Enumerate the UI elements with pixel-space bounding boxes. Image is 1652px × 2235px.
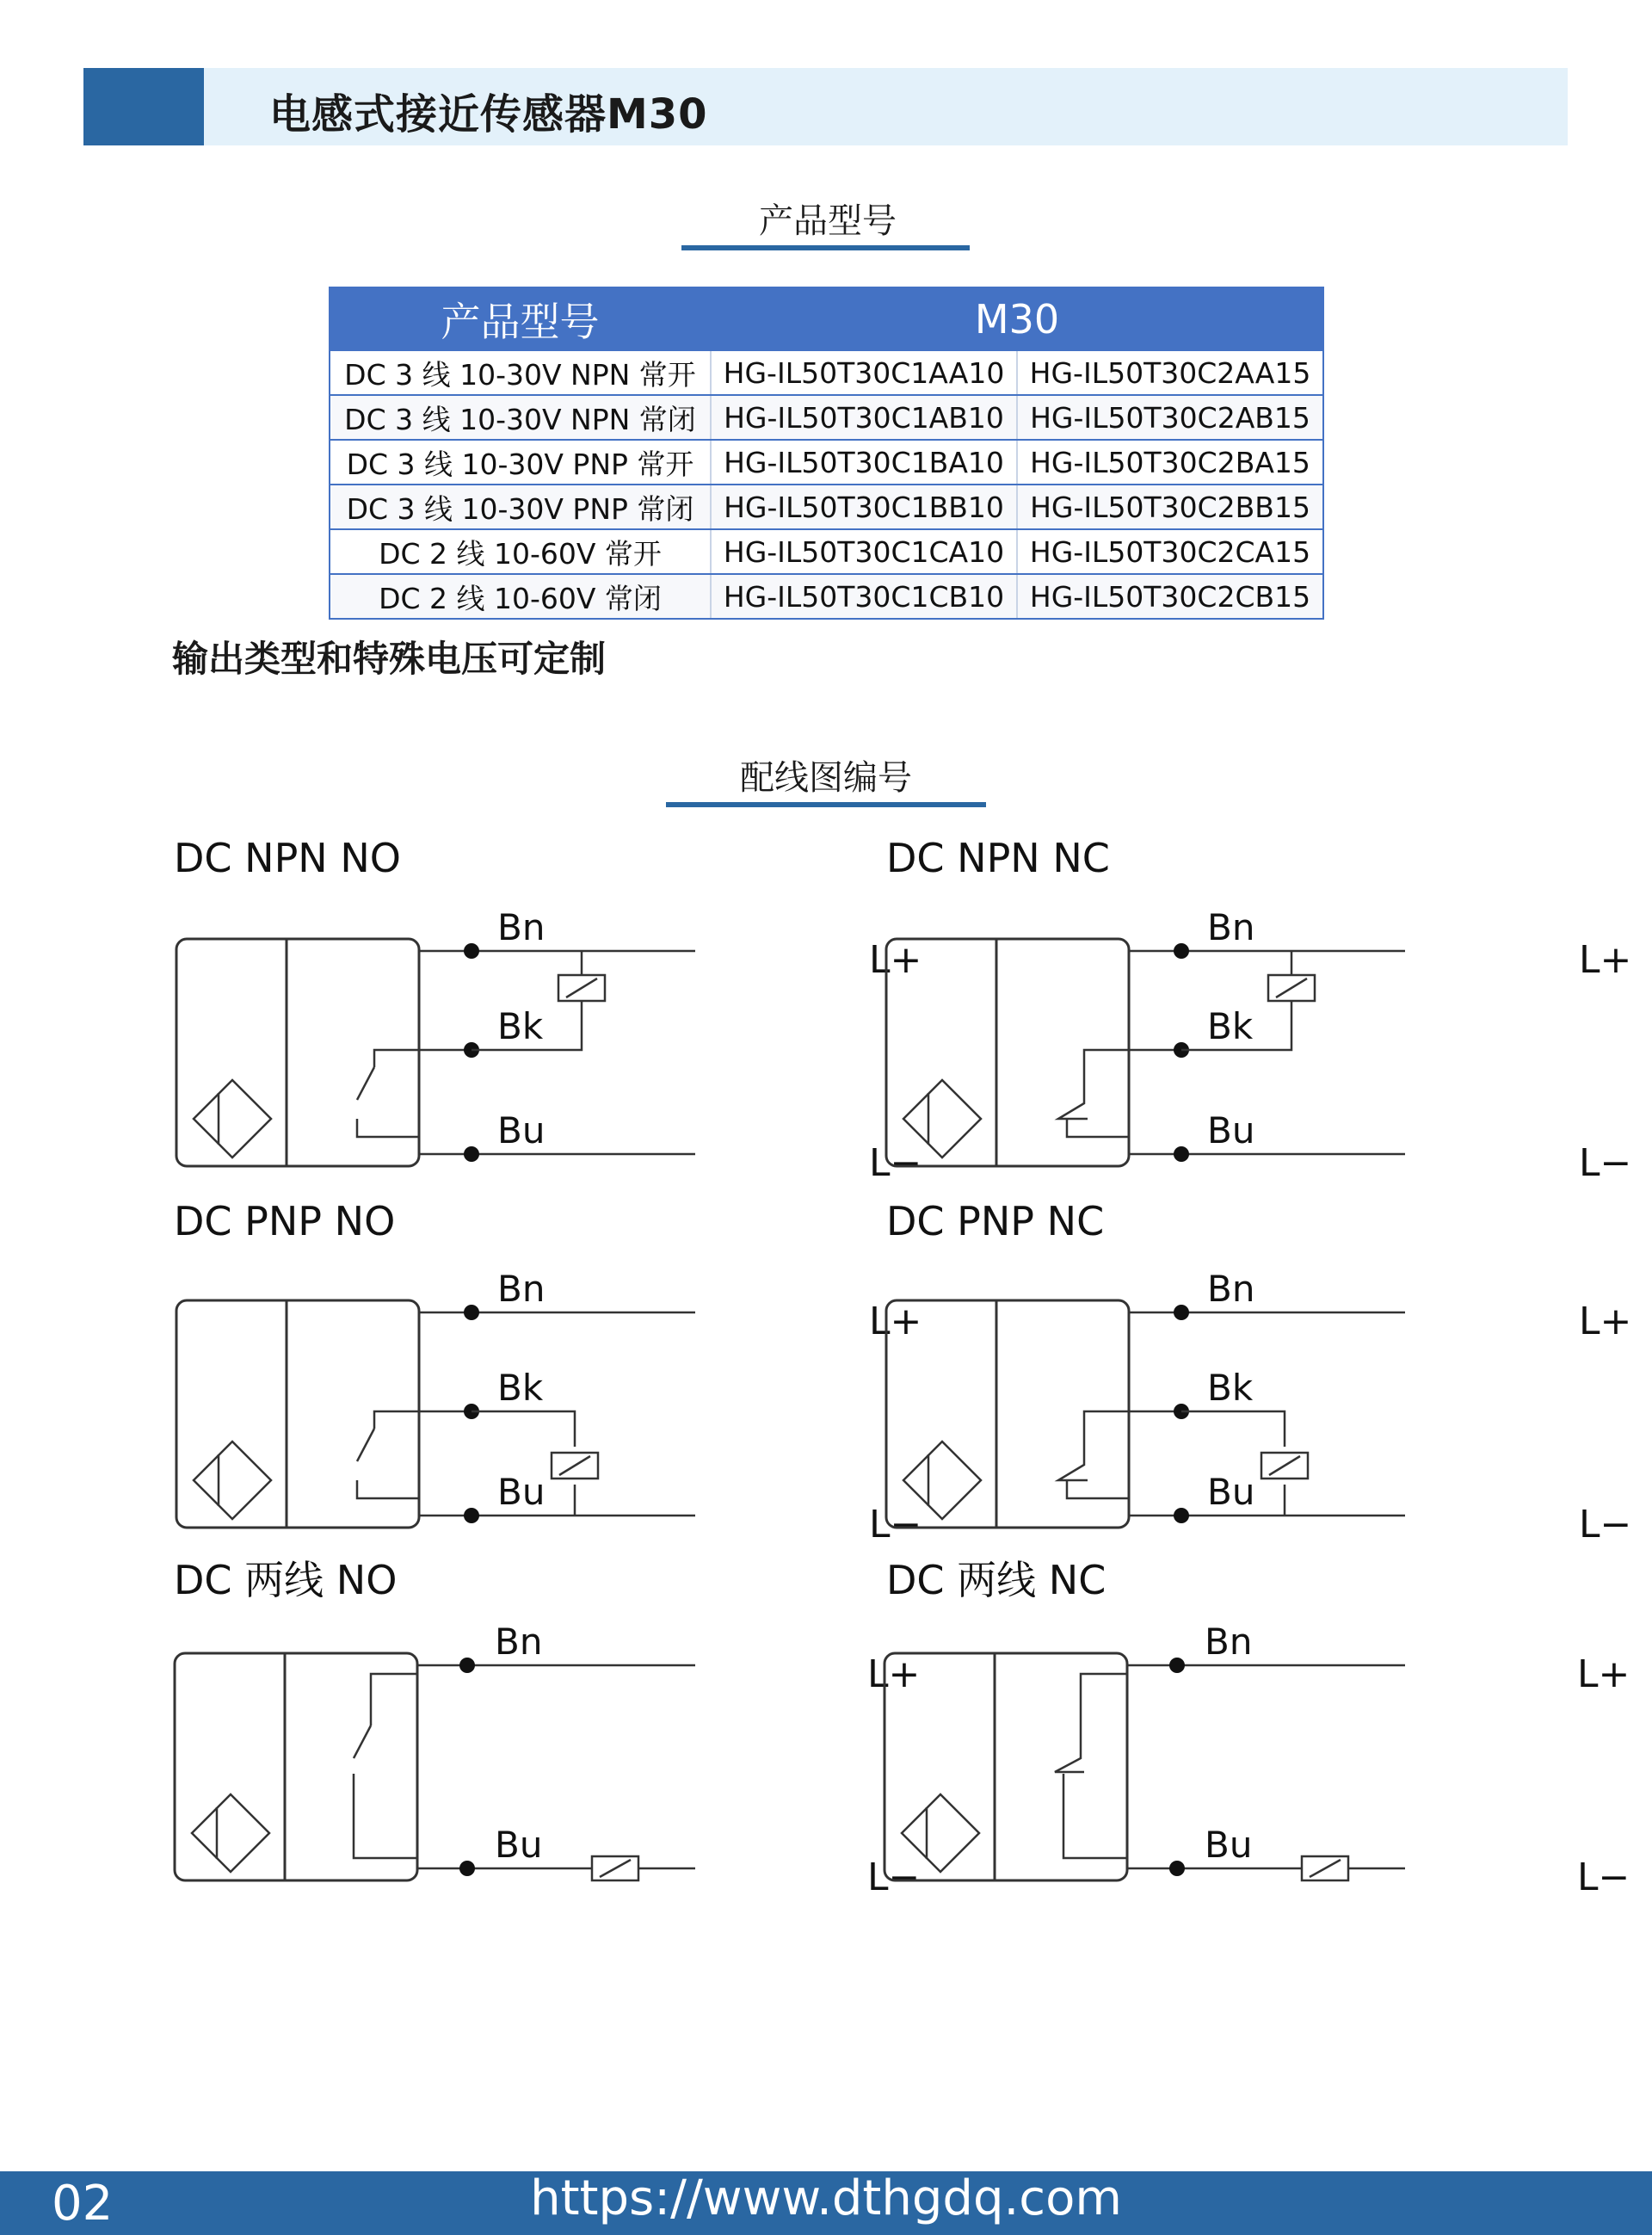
terminal-dot	[459, 1658, 475, 1673]
model-spec-cell: DC 3 线 10-30V NPN 常开	[330, 350, 711, 395]
model-code-cell: HG-IL50T30C1AA10	[711, 350, 1017, 395]
terminal-l-plus: L+	[867, 1652, 921, 1696]
model-code-cell: HG-IL50T30C1CA10	[711, 529, 1017, 574]
terminal-dot	[1174, 1146, 1189, 1162]
proximity-diamond-icon	[194, 1080, 271, 1158]
model-code-cell: HG-IL50T30C2AA15	[1017, 350, 1323, 395]
model-code-cell: HG-IL50T30C1BB10	[711, 485, 1017, 529]
diagram-label-npn-nc: DC NPN NC	[886, 835, 1110, 881]
proximity-diamond-icon	[194, 1442, 271, 1519]
model-spec-cell: DC 3 线 10-30V PNP 常开	[330, 440, 711, 485]
wire-label-bn: Bn	[497, 1268, 546, 1310]
terminal-dot	[1174, 1305, 1189, 1320]
terminal-dot	[459, 1861, 475, 1876]
customization-note: 输出类型和特殊电压可定制	[172, 638, 607, 680]
diagram-label-pnp-nc: DC PNP NC	[886, 1198, 1105, 1244]
model-code-cell: HG-IL50T30C1BA10	[711, 440, 1017, 485]
sensor-body	[176, 1300, 419, 1528]
load-coil-slash	[600, 1860, 631, 1877]
page-number: 02	[52, 2176, 114, 2232]
load-wire-top	[472, 1411, 575, 1447]
terminal-dot	[464, 943, 479, 959]
terminal-l-minus: L−	[1579, 1503, 1632, 1547]
page-title: 电感式接近传感器M30	[269, 90, 708, 139]
model-spec-cell: DC 2 线 10-60V 常开	[330, 529, 711, 574]
section-title-models: 产品型号	[759, 201, 897, 241]
terminal-dot	[1169, 1658, 1185, 1673]
model-code-cell: HG-IL50T30C2CB15	[1017, 574, 1323, 619]
sensor-body	[175, 1653, 417, 1880]
model-code-cell: HG-IL50T30C1CB10	[711, 574, 1017, 619]
switch-no-blade	[357, 1429, 374, 1461]
header-size: M30	[711, 287, 1323, 350]
terminal-l-plus: L+	[869, 938, 922, 982]
switch-upper	[1084, 1411, 1129, 1429]
footer-url[interactable]: https://www.dthgdq.com	[530, 2170, 1122, 2226]
diagram-label-pnp-no: DC PNP NO	[174, 1198, 396, 1244]
switch-upper	[1084, 1050, 1129, 1067]
terminal-l-minus: L−	[867, 1855, 921, 1899]
switch-lower	[1067, 1119, 1129, 1137]
terminal-l-plus: L+	[1577, 1652, 1630, 1696]
switch-lower	[1063, 1774, 1127, 1858]
model-spec-cell: DC 3 线 10-30V PNP 常闭	[330, 485, 711, 529]
relay-coil-slash	[1269, 1456, 1300, 1475]
load-wire-top	[1181, 1411, 1285, 1447]
terminal-l-plus: L+	[1579, 1300, 1632, 1343]
wire-label-bu: Bu	[1207, 1471, 1255, 1513]
wire-label-bk: Bk	[497, 1005, 544, 1047]
switch-lower	[357, 1119, 419, 1137]
wire-label-bk: Bk	[497, 1367, 544, 1409]
wire-label-bn: Bn	[1207, 906, 1255, 948]
diagram-label-2wire-nc: DC 两线 NC	[886, 1557, 1106, 1603]
load-coil-slash	[1310, 1860, 1341, 1877]
terminal-l-minus: L−	[1577, 1855, 1630, 1899]
terminal-l-plus: L+	[869, 1300, 922, 1343]
relay-coil-slash	[559, 1456, 590, 1475]
terminal-l-minus: L−	[869, 1503, 922, 1547]
wire-label-bn: Bn	[497, 906, 546, 948]
wire-label-bk: Bk	[1207, 1367, 1254, 1409]
terminal-dot	[464, 1146, 479, 1162]
terminal-l-plus: L+	[1579, 938, 1632, 982]
terminal-dot	[1174, 943, 1189, 959]
switch-lower	[357, 1480, 419, 1498]
switch-nc-blade	[1058, 1067, 1088, 1119]
wire-label-bn: Bn	[1205, 1621, 1253, 1663]
sensor-body	[885, 1653, 1127, 1880]
diagram-label-npn-no: DC NPN NO	[174, 835, 401, 881]
terminal-l-minus: L−	[869, 1141, 922, 1185]
model-spec-cell: DC 3 线 10-30V NPN 常闭	[330, 395, 711, 440]
wire-label-bn: Bn	[495, 1621, 543, 1663]
switch-nc-blade	[1055, 1726, 1084, 1772]
terminal-dot	[464, 1508, 479, 1523]
model-code-cell: HG-IL50T30C2BA15	[1017, 440, 1323, 485]
terminal-dot	[464, 1305, 479, 1320]
section-title-wiring: 配线图编号	[740, 758, 912, 798]
switch-no-blade	[354, 1726, 371, 1758]
terminal-l-minus: L−	[1579, 1141, 1632, 1185]
relay-coil-slash	[566, 979, 597, 997]
wire-label-bk: Bk	[1207, 1005, 1254, 1047]
model-code-cell: HG-IL50T30C1AB10	[711, 395, 1017, 440]
terminal-dot	[1174, 1508, 1189, 1523]
sensor-body	[886, 1300, 1129, 1528]
wire-label-bu: Bu	[497, 1471, 546, 1513]
terminal-dot	[1169, 1861, 1185, 1876]
switch-no-blade	[357, 1067, 374, 1100]
wire-label-bu: Bu	[1205, 1824, 1253, 1866]
proximity-diamond-icon	[192, 1794, 269, 1872]
switch-lower	[1067, 1480, 1129, 1498]
switch-upper	[374, 1050, 419, 1067]
switch-upper	[1081, 1674, 1127, 1726]
diagram-label-2wire-no: DC 两线 NO	[174, 1557, 398, 1603]
model-code-cell: HG-IL50T30C2AB15	[1017, 395, 1323, 440]
switch-upper	[374, 1411, 419, 1429]
relay-coil-slash	[1276, 979, 1307, 997]
switch-upper	[371, 1674, 417, 1726]
wire-label-bu: Bu	[495, 1824, 543, 1866]
model-spec-cell: DC 2 线 10-60V 常闭	[330, 574, 711, 619]
model-code-cell: HG-IL50T30C2CA15	[1017, 529, 1323, 574]
wire-label-bu: Bu	[497, 1109, 546, 1151]
header-product-model: 产品型号	[330, 287, 711, 350]
wire-label-bn: Bn	[1207, 1268, 1255, 1310]
model-code-cell: HG-IL50T30C2BB15	[1017, 485, 1323, 529]
sensor-body	[176, 939, 419, 1166]
sensor-body	[886, 939, 1129, 1166]
switch-nc-blade	[1058, 1429, 1088, 1480]
wire-label-bu: Bu	[1207, 1109, 1255, 1151]
switch-lower	[354, 1774, 417, 1858]
